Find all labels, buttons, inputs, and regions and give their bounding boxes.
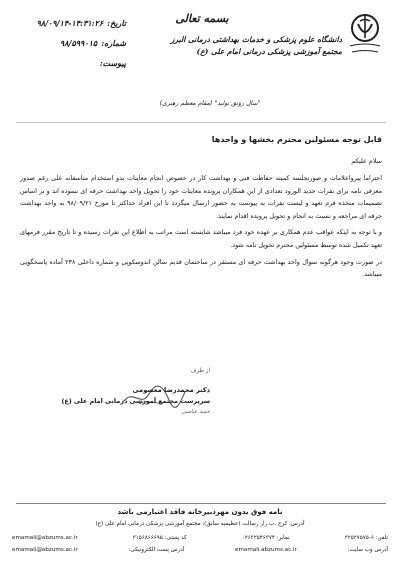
- number-label: شماره:: [101, 38, 126, 48]
- number-row: [16, 38, 126, 58]
- footer-address: آدرس: کرج ،ب.رار رسالت (عظیمیه سابق)، مجتمع آموزشی پزشکی درمانی امام علی (ع): [95, 521, 305, 527]
- organization-line-2: مجتمع آموزشی پزشکی درمانی امام علی (ع): [196, 47, 342, 56]
- organization-name: [170, 34, 342, 58]
- organization-line-1: دانشگاه علوم پزشکی و خدمات بهداشتی درمانی البرز: [170, 35, 342, 44]
- footer-web-row: [12, 547, 388, 553]
- handwritten-signature-icon: [119, 382, 189, 412]
- footer-fax: نمابر: ۰۲۶۳۲۵۴۶۳۷۴: [241, 535, 290, 541]
- signature-block: [61, 368, 210, 415]
- footer-website-label: آدرس وب سایت:: [347, 547, 388, 553]
- body-paragraph-1: احتراما پیرواعلامات و صورتجلسه کمیته حفاظت فنی و بهداشت کار در خصوص انجام معاینات بدو استخدام متاسفانه علی رغم صدور معرفی نامه برای نفرات جدید الورود تعدادی از این همکاران پرونده معاینات خود را تحویل واحد بهداشت حرفه ای ننموده اند و بر اساس تصمیمات متخذه فرم تعهد و لیست نفرات به پیوست به حضور ارسال میگردد تا این افراد حداکثر تا مورخ ۹۸/۰۹/۲۱ به واحد بهداشت حرفه ای مراجعه و نسبت به انجام و تحویل پرونده اقدام نمایند.: [20, 174, 382, 220]
- date-row: [16, 18, 126, 38]
- letter-greeting: سلام علیکم: [351, 157, 382, 165]
- footer-postal-code: کد پستی: ۳۱۵۶۸۶۶۶۹۵: [132, 535, 187, 541]
- footer-contact-row: [12, 535, 388, 541]
- number-value: ۹۸/۵۹۹۰۱۵: [59, 38, 98, 48]
- footer-divider: [16, 503, 386, 504]
- date-label: تاریخ:: [107, 18, 126, 28]
- signatory-name: دکتر محمدرضا معصومی: [132, 386, 210, 394]
- footer-email-link[interactable]: emamali@abzums.ac.ir: [12, 547, 78, 553]
- letter-meta: [16, 18, 126, 78]
- university-logo-icon: [342, 12, 388, 68]
- attachment-row: [16, 58, 126, 78]
- letter-body: [20, 172, 382, 281]
- footer-email-label: آدرس پست الکترونیکی:: [128, 547, 185, 553]
- footer-website-link[interactable]: emamali.abzums.ac.ir: [235, 547, 297, 553]
- footer-email-left[interactable]: emamali@abzums.ac.ir: [12, 535, 78, 541]
- letter-subject: قابل توجه مسئولین محترم بخشها و واحدها: [211, 135, 382, 144]
- invocation-heading: بسمه تعالی: [175, 12, 229, 25]
- footer-phone: تلفن: ۶-۳۲۵۲۷۵۷۵: [344, 535, 388, 541]
- header-divider: [16, 122, 386, 123]
- date-value: ۹۸/۰۹/۱۴-۱۴:۳۱:۲۶: [36, 18, 104, 28]
- signatory-title: سرپرست مجتمع آموزشی درمانی امام علی (ع): [61, 397, 210, 405]
- body-paragraph-2: و با توجه به اینکه عواقب عدم همکاری بر عهده خود فرد میباشد شایسته است مراتب به اطلاع این نفرات رسیده و تا تاریخ مقرر فرمهای تعهد تکمیل شده توسط مسئولین محترم تحویل نامه شود.: [20, 228, 382, 249]
- footer-validity-note: نامه فوق بدون مهردبیرخانه فاقد اعتبارمی باشد: [117, 508, 283, 516]
- signature-from: از طرف: [190, 368, 210, 374]
- attachment-label: پیوست:: [99, 58, 126, 68]
- body-paragraph-3: در صورت وجود هرگونه سوال واحد بهداشت حرفه ای مستقر در ساختمان قدیم سالن اندوسکوپی و شماره داخلی ۲۳۸ آماده پاسخگویی میباشد.: [20, 257, 382, 279]
- year-slogan: "سال رونق تولید" (مقام معظم رهبری): [159, 100, 261, 107]
- signature-note: حمید عباسی: [181, 409, 210, 415]
